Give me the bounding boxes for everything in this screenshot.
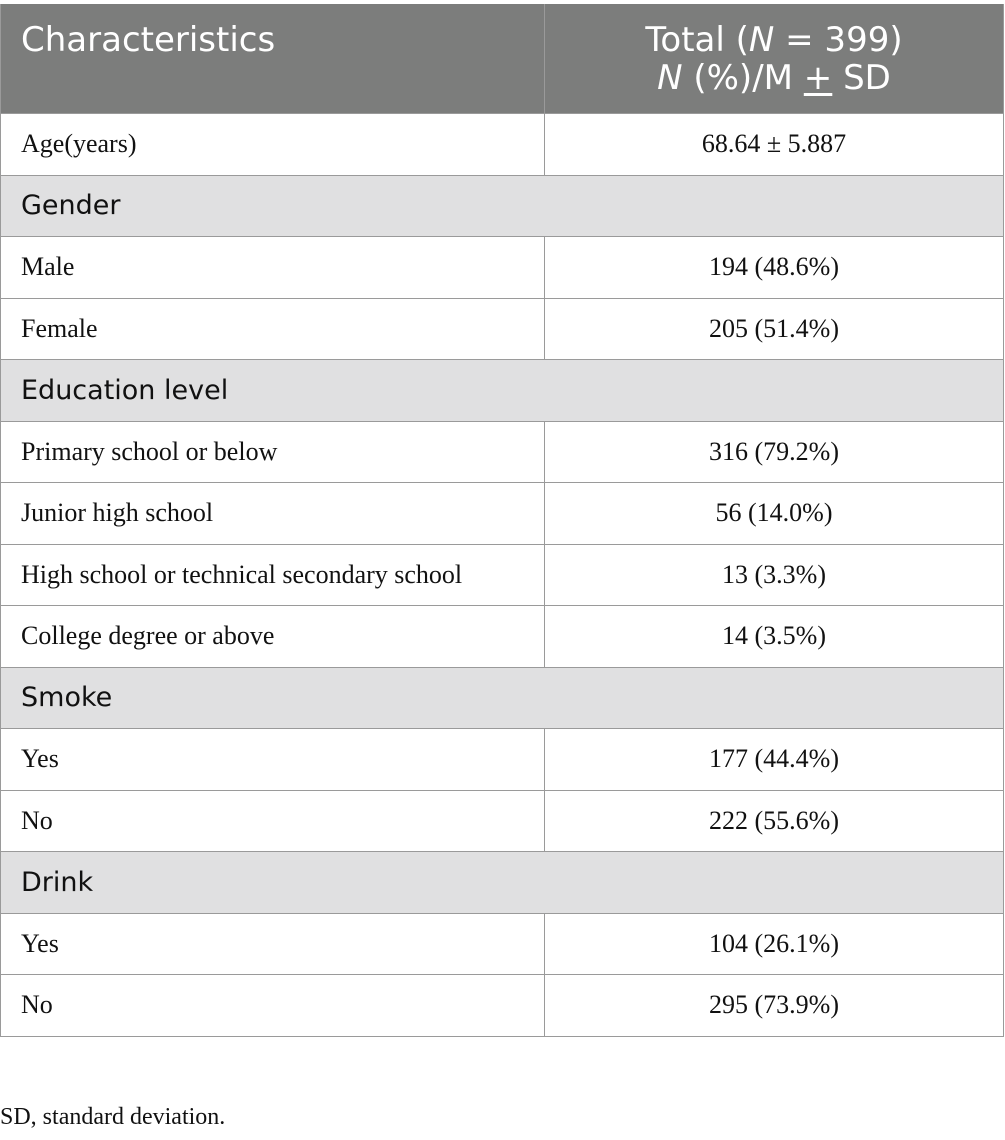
row-value: 316 (79.2%) — [709, 436, 839, 466]
table-row — [1, 606, 1003, 668]
characteristics-table — [0, 4, 1004, 1037]
row-value: 13 (3.3%) — [722, 559, 826, 589]
section-row-gender — [1, 176, 1003, 238]
row-label: Yes — [1, 729, 545, 790]
section-row-education — [1, 360, 1003, 422]
header-stat-pm: + — [803, 57, 833, 98]
section-label: Drink — [21, 866, 94, 898]
row-label: Yes — [1, 914, 545, 975]
table-row — [1, 114, 1003, 176]
table-row — [1, 791, 1003, 853]
header-total — [545, 4, 1003, 113]
row-value: 222 (55.6%) — [709, 805, 839, 835]
row-value: 56 (14.0%) — [715, 498, 833, 528]
row-label: No — [1, 975, 545, 1036]
header-total-prefix: Total ( — [645, 19, 749, 60]
section-label: Gender — [21, 190, 121, 222]
table-header-row — [1, 4, 1003, 114]
table-row — [1, 729, 1003, 791]
table-row — [1, 914, 1003, 976]
table-row — [1, 545, 1003, 607]
table-row — [1, 975, 1003, 1037]
row-label: Female — [1, 299, 545, 360]
row-value: 295 (73.9%) — [709, 990, 839, 1020]
header-total-suffix: = 399) — [774, 19, 903, 60]
header-total-n: N — [748, 19, 775, 60]
header-stat-sd: SD — [832, 57, 891, 98]
table-footnote: SD, standard deviation. — [0, 1104, 226, 1130]
header-characteristics: Characteristics — [1, 4, 545, 113]
row-label: Male — [1, 237, 545, 298]
row-label: No — [1, 791, 545, 852]
row-label: Junior high school — [1, 483, 545, 544]
header-stat-mid: (%)/M — [682, 57, 804, 98]
table-row — [1, 237, 1003, 299]
row-label: Primary school or below — [1, 422, 545, 483]
header-total-line1 — [645, 21, 902, 59]
header-stat-n: N — [657, 57, 683, 98]
section-row-drink — [1, 852, 1003, 914]
row-value: 194 (48.6%) — [709, 252, 839, 282]
row-label: High school or technical secondary school — [1, 545, 545, 606]
header-total-line2 — [657, 59, 891, 97]
row-value: 68.64 ± 5.887 — [701, 129, 847, 159]
row-label: College degree or above — [1, 606, 545, 667]
table-row — [1, 422, 1003, 484]
section-label: Education level — [21, 374, 229, 406]
table-row — [1, 299, 1003, 361]
table-row — [1, 483, 1003, 545]
row-value: 205 (51.4%) — [709, 313, 839, 343]
row-value: 14 (3.5%) — [722, 621, 826, 651]
section-label: Smoke — [21, 682, 113, 714]
row-value: 104 (26.1%) — [709, 928, 839, 958]
row-value: 177 (44.4%) — [709, 744, 839, 774]
row-label: Age(years) — [1, 114, 545, 175]
section-row-smoke — [1, 668, 1003, 730]
